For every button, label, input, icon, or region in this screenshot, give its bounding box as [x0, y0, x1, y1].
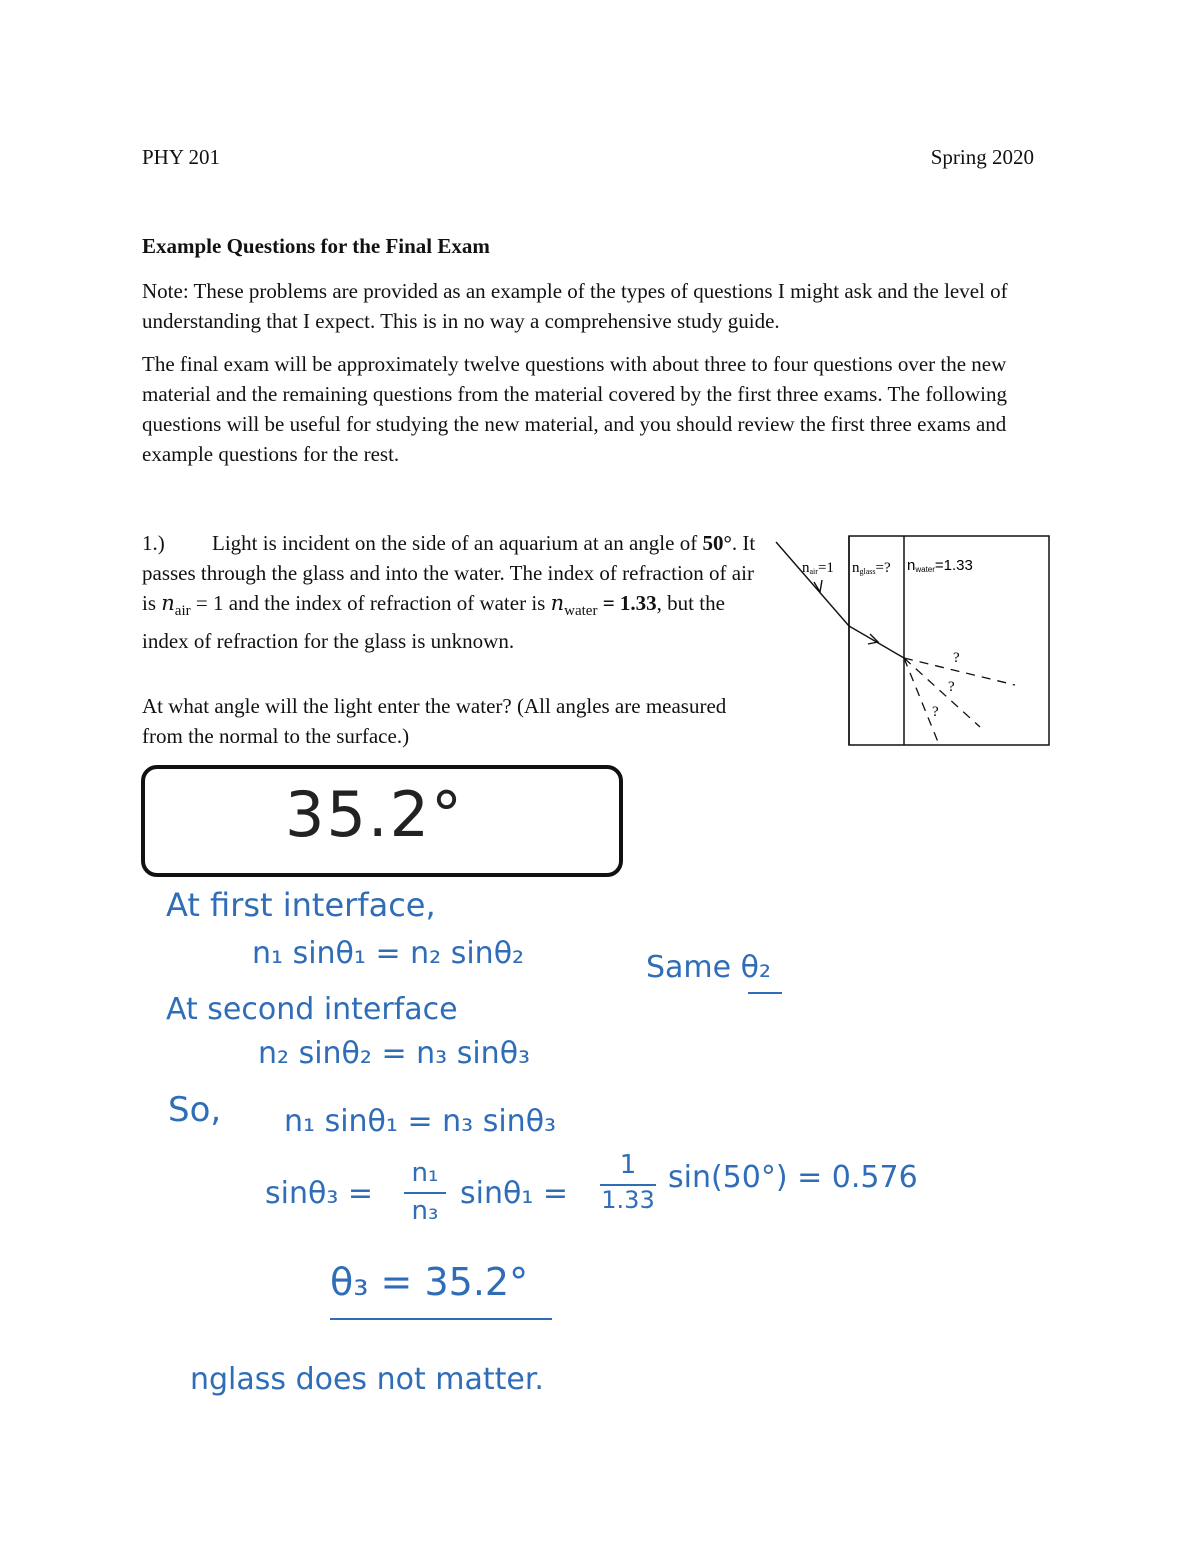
fraction-2-numerator: 1 [619, 1150, 637, 1180]
answer-value: 35.2° [285, 778, 465, 851]
unknown-angle-2: ? [948, 679, 955, 695]
fraction-1-denominator: n₃ [411, 1196, 439, 1226]
question-ask: At what angle will the light enter the water? (All angles are measured from the normal to the surface.) [142, 694, 727, 748]
n-glass-label: nglass=? [852, 560, 891, 576]
unknown-angle-3: ? [932, 704, 939, 720]
incident-angle: 50° [702, 531, 732, 555]
work-final-angle: θ₃ = 35.2° [330, 1260, 529, 1304]
incident-ray [776, 542, 849, 626]
intro-paragraph: The final exam will be approximately twelve questions with about three to four questions over the new material and the remaining questions from the material covered by the first three exams. The following questions will be useful for studying the new material, and you should review the first three exams and example questions for the rest. [142, 352, 1007, 466]
work-line-second-interface: At second interface [166, 992, 458, 1027]
work-line-combined: n₁ sinθ₁ = n₃ sinθ₃ [284, 1104, 557, 1139]
term-label: Spring 2020 [930, 145, 1034, 169]
work-line-snell-1: n₁ sinθ₁ = n₂ sinθ₂ [252, 936, 525, 971]
possible-ray-2 [904, 658, 980, 727]
work-sin-theta3: sinθ₃ = [265, 1176, 374, 1211]
unknown-angle-1: ? [953, 650, 960, 666]
question-number: 1.) [142, 531, 165, 555]
refraction-diagram [770, 530, 1060, 755]
n-air-subscript: air [174, 603, 191, 619]
work-conclusion: nglass does not matter. [190, 1362, 544, 1397]
page-title: Example Questions for the Final Exam [142, 234, 490, 258]
n-water-subscript: water [564, 603, 598, 619]
work-line-snell-2: n₂ sinθ₂ = n₃ sinθ₃ [258, 1036, 531, 1071]
side-note-underline [748, 992, 782, 994]
glass-arrow [868, 634, 878, 644]
possible-ray-3 [904, 658, 938, 742]
n-air-value: = 1 [190, 591, 224, 615]
note-paragraph: Note: These problems are provided as an example of the types of questions I might ask and the level of understanding that I expect. This is in no way a comprehensive study guide. [142, 279, 1008, 333]
fraction-1-numerator: n₁ [411, 1158, 439, 1188]
question-text-d: , but the index of refraction for the glass is unknown. [142, 591, 725, 653]
fraction-2-denominator: 1.33 [601, 1186, 655, 1214]
n-water-label: nwater=1.33 [907, 557, 973, 574]
work-line-first-interface: At first interface, [166, 886, 436, 924]
question-text-c: and the index of refraction of water is [223, 591, 551, 615]
fraction-1-bar [404, 1192, 446, 1194]
n-water-symbol: n [550, 591, 565, 615]
n-water-value: = 1.33 [597, 591, 657, 615]
final-angle-underline [330, 1318, 552, 1320]
work-sin-theta1: sinθ₁ = [460, 1176, 569, 1211]
work-so: So, [168, 1090, 222, 1130]
question-text-b: . It passes through the glass and into the water. The index of refraction of air is [142, 531, 756, 615]
work-numeric-result: sin(50°) = 0.576 [668, 1160, 918, 1195]
question-text-a: Light is incident on the side of an aquarium at an angle of [212, 531, 703, 555]
n-air-label: nair=1 [802, 560, 834, 576]
work-side-note: Same θ₂ [646, 950, 772, 985]
course-label: PHY 201 [142, 145, 220, 169]
question-text [142, 528, 767, 656]
n-air-symbol: n [161, 591, 175, 615]
